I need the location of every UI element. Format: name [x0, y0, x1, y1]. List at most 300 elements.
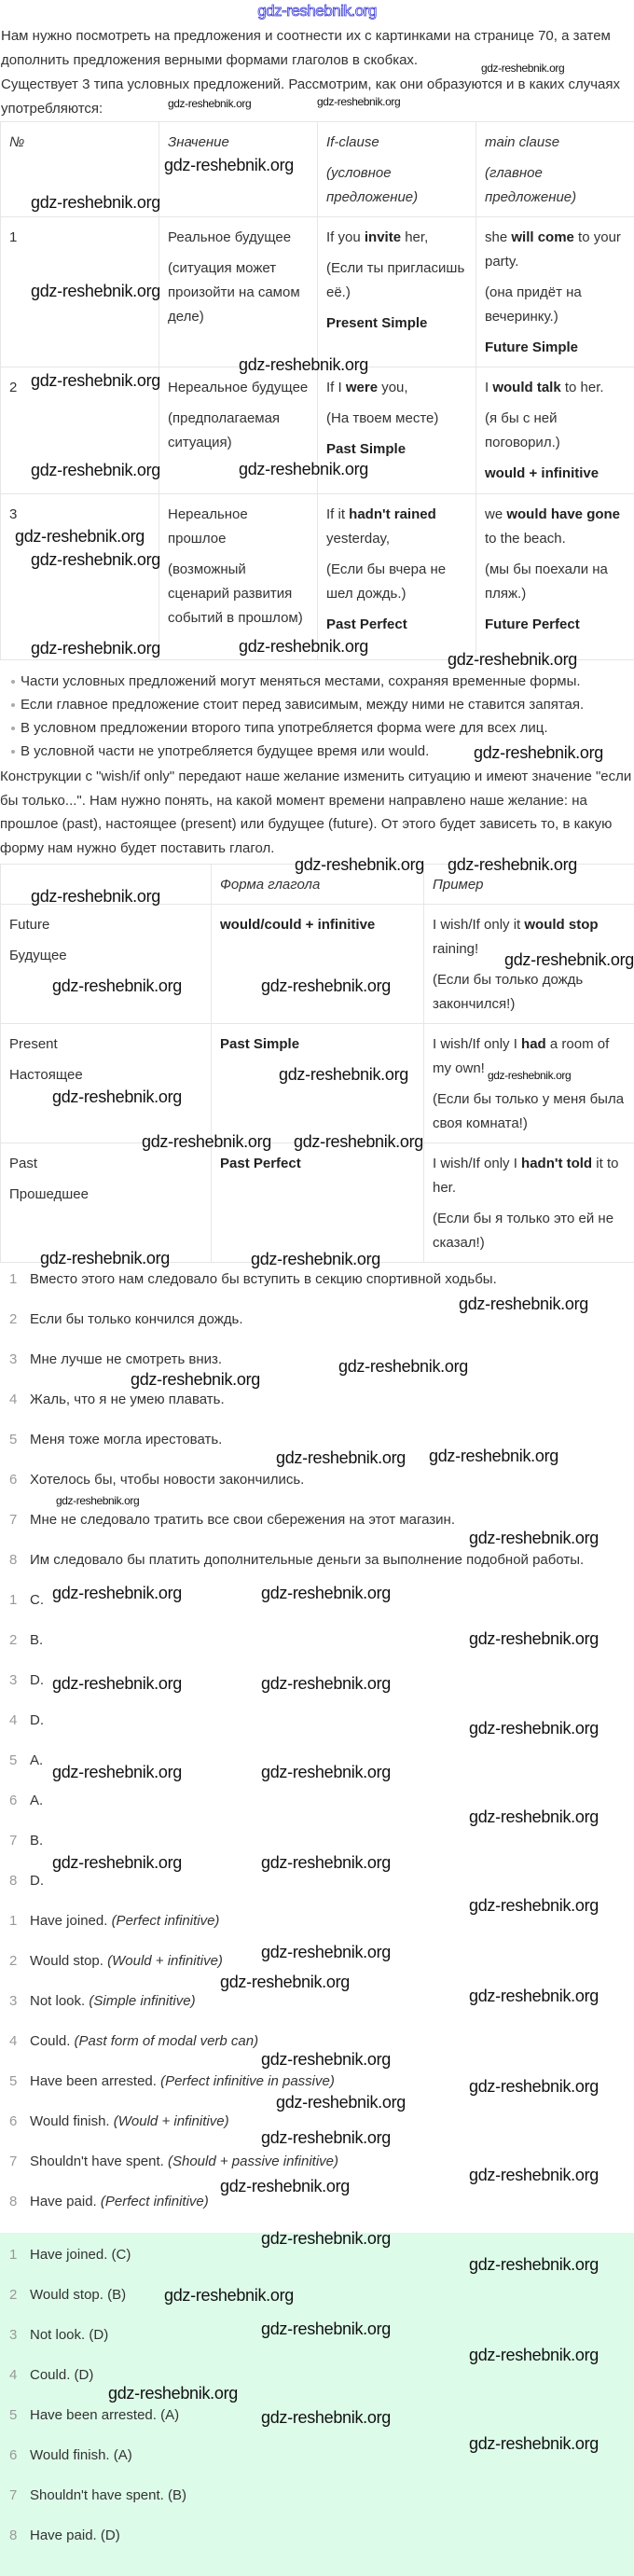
translation-item	[0, 1270, 634, 1310]
watermark: gdz-reshebnik.org	[52, 976, 182, 996]
translation-item	[0, 1391, 634, 1431]
cell-paragraph	[220, 1152, 416, 1176]
cell-paragraph	[485, 131, 627, 155]
cell-text: Значение	[168, 134, 229, 150]
bold-text: Past Perfect	[220, 1156, 301, 1171]
item-number: 7	[0, 1511, 30, 1551]
item-number: 1	[0, 2246, 30, 2286]
item-main-text: B.	[30, 1833, 43, 1849]
table-cell	[1, 865, 212, 905]
item-main-text: Меня тоже могла ирестовать.	[30, 1432, 222, 1447]
table-header-row	[1, 122, 634, 217]
item-number: 1	[0, 1591, 30, 1631]
bold-text: Future Perfect	[485, 616, 580, 632]
item-text	[30, 2193, 634, 2233]
item-number: 5	[0, 1431, 30, 1471]
watermark: gdz-reshebnik.org	[31, 370, 160, 391]
table-cell	[159, 122, 318, 217]
cell-text: Нереальное будущее	[168, 380, 308, 395]
watermark: gdz-reshebnik.org	[448, 649, 577, 670]
item-main-text: Have been arrested. (A)	[30, 2407, 179, 2423]
cell-paragraph	[220, 873, 416, 897]
item-text	[30, 1270, 634, 1310]
table-cell	[318, 122, 476, 217]
cell-paragraph	[326, 407, 468, 431]
item-main-text: A.	[30, 1752, 43, 1768]
table-cell	[1, 1143, 212, 1263]
item-text	[30, 1471, 634, 1511]
item-main-text: Could.	[30, 2033, 75, 2049]
item-text	[30, 2032, 634, 2072]
translation-item	[0, 1350, 634, 1391]
bold-text: would + infinitive	[485, 465, 599, 481]
watermark: gdz-reshebnik.org	[469, 1628, 599, 1649]
bold-text: would have gone	[506, 506, 620, 522]
watermark: gdz-reshebnik.org	[448, 854, 577, 875]
cell-text: Нереальное прошлое	[168, 506, 248, 547]
table-row	[1, 494, 634, 660]
item-number: 3	[0, 2326, 30, 2366]
item-text	[30, 2326, 634, 2366]
watermark: gdz-reshebnik.org	[31, 192, 160, 213]
site-title-watermark: gdz-reshebnik.org	[0, 0, 634, 24]
item-text	[30, 2486, 634, 2527]
table-cell	[476, 217, 634, 367]
item-main-text: Would stop. (B)	[30, 2287, 126, 2303]
item-main-text: Would finish.	[30, 2113, 114, 2129]
watermark: gdz-reshebnik.org	[469, 1807, 599, 1827]
table-cell	[1, 122, 159, 217]
cell-text: Настоящее	[9, 1067, 83, 1083]
table-cell	[212, 1024, 424, 1143]
watermark: gdz-reshebnik.org	[261, 2319, 391, 2339]
answer-item	[0, 2527, 634, 2567]
cell-paragraph	[485, 336, 627, 360]
cell-paragraph	[9, 376, 151, 400]
bold-text: had	[521, 1036, 546, 1052]
cell-paragraph	[485, 613, 627, 637]
item-text	[30, 2112, 634, 2153]
cell-paragraph	[9, 1152, 203, 1176]
cell-text: (мы бы поехали на пляж.)	[485, 561, 608, 602]
cell-paragraph	[433, 968, 627, 1017]
cell-text: to the beach.	[485, 531, 566, 547]
cell-paragraph	[9, 944, 203, 968]
cell-text: I	[485, 380, 492, 395]
item-main-text: Could. (D)	[30, 2367, 93, 2383]
item-text	[30, 2446, 634, 2486]
cell-paragraph	[9, 913, 203, 937]
item-number: 3	[0, 1350, 30, 1391]
item-main-text: Вместо этого нам следовало бы вступить в секцию спортивной ходьбы.	[30, 1271, 497, 1287]
table-cell	[1, 905, 212, 1024]
cell-paragraph	[433, 1032, 627, 1081]
cell-text: If I	[326, 380, 346, 395]
cell-paragraph	[485, 558, 627, 606]
wish-table-wrap	[0, 864, 634, 1263]
cell-paragraph	[433, 913, 627, 962]
cell-text: Будущее	[9, 948, 67, 963]
cell-text: (На твоем месте)	[326, 410, 438, 426]
watermark: gdz-reshebnik.org	[142, 1131, 271, 1152]
item-main-text: Would stop.	[30, 1953, 107, 1969]
cell-paragraph	[9, 131, 151, 155]
explanations-list	[0, 1912, 634, 2233]
cell-text: (ситуация может произойти на самом деле)	[168, 260, 300, 325]
cell-paragraph	[433, 1207, 627, 1255]
item-number: 5	[0, 1752, 30, 1792]
item-main-text: Shouldn't have spent.	[30, 2154, 168, 2169]
watermark: gdz-reshebnik.org	[239, 636, 368, 657]
item-number: 3	[0, 1671, 30, 1711]
watermark: gdz-reshebnik.org	[459, 1294, 588, 1314]
cell-text: we	[485, 506, 506, 522]
item-number: 1	[0, 1270, 30, 1310]
cell-text: If you	[326, 229, 365, 245]
table-cell	[318, 217, 476, 367]
table-cell	[1, 367, 159, 494]
watermark: gdz-reshebnik.org	[31, 638, 160, 658]
cell-paragraph	[9, 503, 151, 527]
item-number: 5	[0, 2406, 30, 2446]
item-text	[30, 2366, 634, 2406]
bold-text: hadn't told	[521, 1156, 592, 1171]
cell-paragraph	[326, 256, 468, 305]
cell-paragraph	[326, 376, 468, 400]
cell-paragraph	[220, 913, 416, 937]
cell-paragraph	[485, 376, 627, 400]
translation-item	[0, 1471, 634, 1511]
item-text	[30, 1591, 634, 1631]
watermark: gdz-reshebnik.org	[40, 1248, 170, 1268]
item-number: 2	[0, 2286, 30, 2326]
bold-text: will come	[511, 229, 574, 245]
watermark: gdz-reshebnik.org	[429, 1446, 558, 1466]
match-item	[0, 1671, 634, 1711]
cell-paragraph	[220, 1032, 416, 1057]
watermark: gdz-reshebnik.org	[338, 1356, 468, 1377]
item-number: 7	[0, 2153, 30, 2193]
watermark: gdz-reshebnik.org	[52, 1087, 182, 1107]
item-text	[30, 1952, 634, 1992]
watermark: gdz-reshebnik.org	[220, 1972, 350, 1992]
watermark: gdz-reshebnik.org	[56, 1494, 139, 1507]
item-main-text: Would finish. (A)	[30, 2447, 132, 2463]
cell-text: (предполагаемая ситуация)	[168, 410, 280, 450]
item-note: (Should + passive infinitive)	[168, 2154, 338, 2169]
watermark: gdz-reshebnik.org	[469, 1718, 599, 1738]
item-note: (Simple infinitive)	[89, 1993, 195, 2009]
matches-list	[0, 1591, 634, 1912]
cell-text: it to her.	[433, 1156, 618, 1196]
cell-paragraph	[168, 407, 310, 455]
watermark: gdz-reshebnik.org	[251, 1249, 380, 1269]
item-number: 6	[0, 1471, 30, 1511]
cell-paragraph	[9, 1183, 203, 1207]
bold-text: would talk	[492, 380, 560, 395]
item-main-text: Not look.	[30, 1993, 89, 2009]
item-number: 4	[0, 2032, 30, 2072]
note-item: Части условных предложений могут меняться местами, сохраняя временные формы.	[11, 672, 634, 691]
bold-text: Future Simple	[485, 339, 578, 355]
cell-text: her,	[401, 229, 428, 245]
item-number: 8	[0, 1551, 30, 1591]
cell-text: (условное предложение)	[326, 165, 418, 205]
explanation-item	[0, 2072, 634, 2112]
notes-list	[0, 672, 634, 761]
item-number: 8	[0, 2527, 30, 2567]
item-text	[30, 1872, 634, 1912]
item-number: 4	[0, 2366, 30, 2406]
item-number: 2	[0, 1952, 30, 1992]
table-row	[1, 905, 634, 1024]
item-text	[30, 1431, 634, 1471]
watermark: gdz-reshebnik.org	[469, 2165, 599, 2185]
watermark: gdz-reshebnik.org	[261, 976, 391, 996]
cell-paragraph	[326, 312, 468, 336]
explanation-item	[0, 2032, 634, 2072]
watermark: gdz-reshebnik.org	[295, 854, 424, 875]
cell-paragraph	[9, 1032, 203, 1057]
watermark: gdz-reshebnik.org	[131, 1369, 260, 1390]
cell-paragraph	[168, 558, 310, 630]
item-text	[30, 2153, 634, 2193]
cell-text: Present	[9, 1036, 58, 1052]
cell-text: to her.	[561, 380, 604, 395]
item-number: 1	[0, 1912, 30, 1952]
watermark: gdz-reshebnik.org	[52, 1762, 182, 1782]
cell-paragraph	[485, 161, 627, 210]
table-cell	[476, 367, 634, 494]
note-item: В условной части не употребляется будущее время или would.	[11, 741, 634, 761]
cell-text: Past	[9, 1156, 37, 1171]
item-text	[30, 1310, 634, 1350]
table-row	[1, 1024, 634, 1143]
watermark: gdz-reshebnik.org	[31, 886, 160, 907]
bold-text: hadn't rained	[349, 506, 436, 522]
item-number: 4	[0, 1391, 30, 1431]
cell-text: (возможный сценарий развития событий в прошлом)	[168, 561, 303, 626]
table-cell	[159, 217, 318, 367]
cell-text: (Если бы только у меня была своя комната!)	[433, 1091, 624, 1131]
item-main-text: A.	[30, 1793, 43, 1808]
intro-paragraph: Нам нужно посмотреть на предложения и соотнести их с картинками на странице 70, а затем дополнить предложения верными формами глаголов в скобках.	[1, 24, 634, 73]
cell-text: Реальное будущее	[168, 229, 291, 245]
cell-text: a room of my own!	[433, 1036, 609, 1076]
watermark: gdz-reshebnik.org	[469, 2433, 599, 2454]
item-main-text: Have paid. (D)	[30, 2528, 120, 2543]
bold-text: Past Simple	[326, 441, 406, 457]
item-number: 4	[0, 1711, 30, 1752]
cell-text: (главное предложение)	[485, 165, 576, 205]
cell-text: (она придёт на вечеринку.)	[485, 284, 582, 325]
watermark: gdz-reshebnik.org	[469, 2254, 599, 2275]
item-number: 2	[0, 1310, 30, 1350]
cell-paragraph	[326, 161, 468, 210]
item-text	[30, 1711, 634, 1752]
cell-paragraph	[485, 407, 627, 455]
cell-paragraph	[9, 226, 151, 250]
watermark: gdz-reshebnik.org	[261, 1852, 391, 1873]
cell-paragraph	[485, 281, 627, 329]
item-text	[30, 1752, 634, 1792]
bold-text: would stop	[524, 917, 598, 933]
cell-text: Пример	[433, 877, 484, 893]
bold-text: Past Perfect	[326, 616, 407, 632]
watermark: gdz-reshebnik.org	[469, 1528, 599, 1548]
item-text	[30, 2527, 634, 2567]
answer-item	[0, 2326, 634, 2366]
table-cell	[318, 494, 476, 660]
answer-item	[0, 2406, 634, 2446]
item-main-text: Мне не следовало тратить все свои сбережения на этот магазин.	[30, 1512, 455, 1528]
item-main-text: Им следовало бы платить дополнительные деньги за выполнение подобной работы.	[30, 1552, 584, 1568]
item-main-text: Have been arrested.	[30, 2073, 160, 2089]
match-item	[0, 1832, 634, 1872]
item-number: 6	[0, 1792, 30, 1832]
cell-paragraph	[326, 131, 468, 155]
watermark: gdz-reshebnik.org	[261, 2407, 391, 2428]
cell-text: (Если бы вчера не шел дождь.)	[326, 561, 446, 602]
item-text	[30, 1631, 634, 1671]
answer-item	[0, 2246, 634, 2286]
item-number: 8	[0, 2193, 30, 2233]
cell-text: 3	[9, 506, 17, 522]
cell-paragraph	[168, 503, 310, 551]
item-main-text: Хотелось бы, чтобы новости закончились.	[30, 1472, 304, 1488]
item-number: 7	[0, 1832, 30, 1872]
match-item	[0, 1591, 634, 1631]
table-row	[1, 217, 634, 367]
watermark: gdz-reshebnik.org	[164, 2285, 294, 2306]
cell-paragraph	[168, 131, 310, 155]
item-note: (Perfect infinitive in passive)	[160, 2073, 335, 2089]
watermark: gdz-reshebnik.org	[261, 2049, 391, 2070]
match-item	[0, 1631, 634, 1671]
watermark: gdz-reshebnik.org	[164, 155, 294, 175]
item-main-text: Если бы только кончился дождь.	[30, 1311, 243, 1327]
bold-text: would/could + infinitive	[220, 917, 375, 933]
watermark: gdz-reshebnik.org	[488, 1069, 571, 1082]
item-text	[30, 2246, 634, 2286]
cell-paragraph	[326, 437, 468, 462]
item-text	[30, 2072, 634, 2112]
watermark: gdz-reshebnik.org	[294, 1131, 423, 1152]
explanation-item	[0, 2153, 634, 2193]
watermark: gdz-reshebnik.org	[31, 549, 160, 570]
watermark: gdz-reshebnik.org	[279, 1064, 408, 1085]
item-text	[30, 1551, 634, 1591]
item-number: 6	[0, 2446, 30, 2486]
table-cell	[1, 494, 159, 660]
bold-text: were	[346, 380, 378, 395]
watermark: gdz-reshebnik.org	[31, 460, 160, 480]
watermark: gdz-reshebnik.org	[504, 949, 634, 970]
cell-paragraph	[9, 1063, 203, 1087]
cell-paragraph	[168, 256, 310, 329]
table-cell	[212, 865, 424, 905]
table-cell	[476, 122, 634, 217]
table-cell	[159, 494, 318, 660]
watermark: gdz-reshebnik.org	[15, 526, 145, 547]
cell-text: to your party.	[485, 229, 621, 270]
item-main-text: D.	[30, 1873, 44, 1889]
watermark: gdz-reshebnik.org	[220, 2176, 350, 2196]
note-item: Если главное предложение стоит перед зависимым, между ними не ставится запятая.	[11, 695, 634, 714]
item-note: (Perfect infinitive)	[101, 2194, 209, 2209]
answer-item	[0, 2286, 634, 2326]
cell-text: If it	[326, 506, 349, 522]
item-main-text: Жаль, что я не умею плавать.	[30, 1392, 225, 1407]
cell-text: 2	[9, 380, 17, 395]
table-cell	[318, 367, 476, 494]
explanation-item	[0, 1992, 634, 2032]
cell-text: №	[9, 134, 24, 150]
item-text	[30, 1671, 634, 1711]
item-text	[30, 1832, 634, 1872]
item-text	[30, 2286, 634, 2326]
watermark: gdz-reshebnik.org	[317, 95, 400, 108]
item-number: 8	[0, 1872, 30, 1912]
item-note: (Would + infinitive)	[114, 2113, 229, 2129]
item-main-text: B.	[30, 1632, 43, 1648]
cell-paragraph	[326, 613, 468, 637]
match-item	[0, 1872, 634, 1912]
cell-text: I wish/If only I	[433, 1156, 521, 1171]
table-cell	[159, 367, 318, 494]
item-main-text: Have paid.	[30, 2194, 101, 2209]
intro-text	[0, 24, 634, 121]
item-number: 6	[0, 2112, 30, 2153]
cell-paragraph	[168, 376, 310, 400]
item-note: (Would + infinitive)	[107, 1953, 223, 1969]
watermark: gdz-reshebnik.org	[239, 354, 368, 375]
table-cell	[1, 217, 159, 367]
cell-text: yesterday,	[326, 531, 390, 547]
wish-table	[0, 864, 634, 1263]
match-item	[0, 1792, 634, 1832]
item-note: (Perfect infinitive)	[112, 1913, 220, 1929]
explanation-item	[0, 1912, 634, 1952]
watermark: gdz-reshebnik.org	[261, 2127, 391, 2148]
answers-list	[0, 2246, 634, 2567]
cell-paragraph	[433, 873, 627, 897]
translation-item	[0, 1511, 634, 1551]
watermark: gdz-reshebnik.org	[108, 2383, 238, 2403]
item-main-text: Мне лучше не смотреть вниз.	[30, 1351, 222, 1367]
cell-paragraph	[326, 503, 468, 551]
cell-paragraph	[168, 226, 310, 250]
match-item	[0, 1752, 634, 1792]
watermark: gdz-reshebnik.org	[239, 459, 368, 479]
cell-text: raining!	[433, 941, 478, 957]
cell-text: she	[485, 229, 511, 245]
item-number: 3	[0, 1992, 30, 2032]
cell-paragraph	[433, 1152, 627, 1200]
watermark: gdz-reshebnik.org	[168, 97, 251, 110]
watermark: gdz-reshebnik.org	[469, 2076, 599, 2097]
table-cell	[424, 1024, 634, 1143]
answer-item	[0, 2366, 634, 2406]
cell-text: Форма глагола	[220, 877, 320, 893]
explanation-item	[0, 2112, 634, 2153]
cell-paragraph	[433, 1087, 627, 1136]
watermark: gdz-reshebnik.org	[52, 1673, 182, 1694]
item-text	[30, 1391, 634, 1431]
cell-text: (Если бы только дождь закончился!)	[433, 972, 583, 1012]
item-text	[30, 1992, 634, 2032]
translations-list	[0, 1270, 634, 1591]
